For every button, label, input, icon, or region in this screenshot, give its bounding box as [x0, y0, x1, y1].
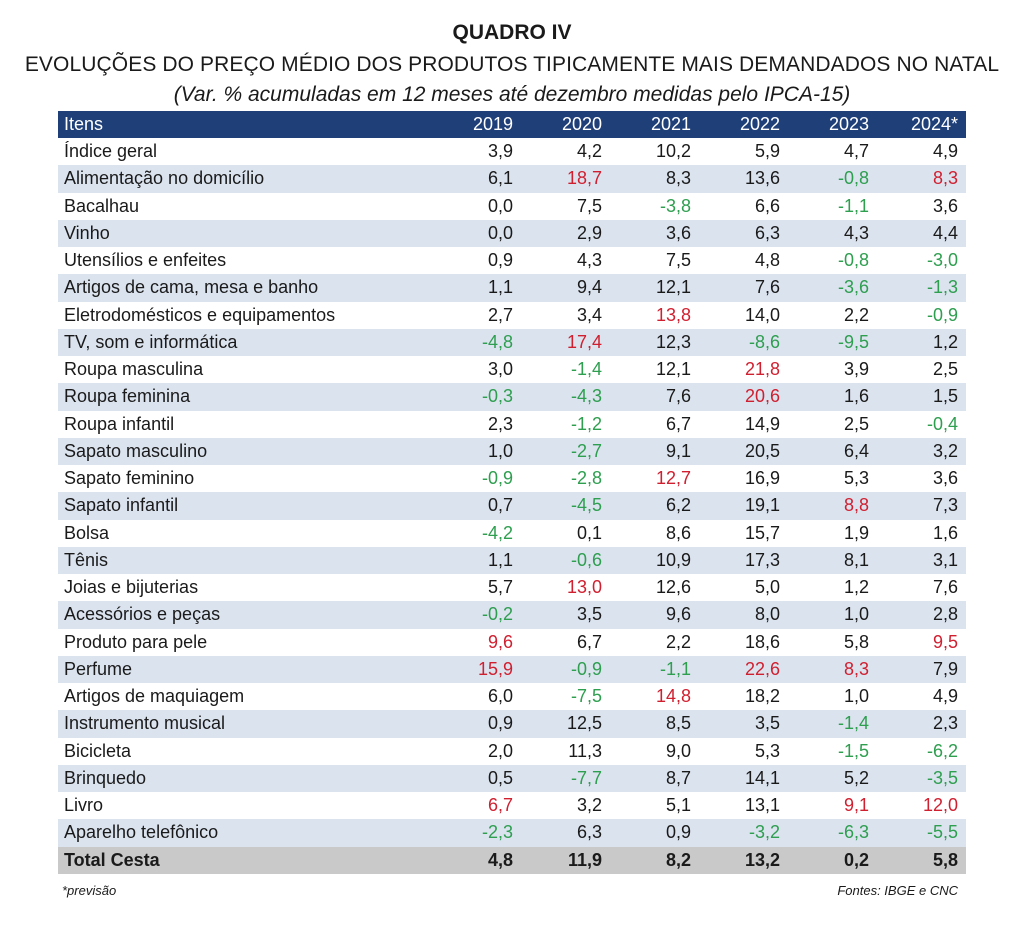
- cell-value: 8,7: [610, 765, 699, 792]
- table-row: [58, 438, 966, 465]
- cell-value: 10,2: [610, 138, 699, 165]
- cell-value: 9,0: [610, 738, 699, 765]
- cell-value: 2,5: [788, 411, 877, 438]
- table-row: [58, 329, 966, 356]
- cell-value: 1,2: [788, 574, 877, 601]
- cell-value: 2,2: [610, 629, 699, 656]
- cell-value: 0,0: [432, 220, 521, 247]
- cell-value: 3,6: [877, 465, 966, 492]
- cell-value: 17,4: [521, 329, 610, 356]
- cell-value: 3,2: [877, 438, 966, 465]
- header-row: [58, 111, 966, 138]
- row-label: Índice geral: [58, 138, 432, 165]
- header-year: 2022: [699, 111, 788, 138]
- cell-value: 2,8: [877, 601, 966, 628]
- table-row: [58, 520, 966, 547]
- cell-value: 8,5: [610, 710, 699, 737]
- row-label: Sapato masculino: [58, 438, 432, 465]
- row-label: Utensílios e enfeites: [58, 247, 432, 274]
- cell-value: -9,5: [788, 329, 877, 356]
- cell-value: 1,1: [432, 547, 521, 574]
- cell-value: 8,3: [788, 656, 877, 683]
- row-label: Instrumento musical: [58, 710, 432, 737]
- cell-value: 1,0: [432, 438, 521, 465]
- row-label: Vinho: [58, 220, 432, 247]
- cell-value: -1,4: [521, 356, 610, 383]
- cell-value: 2,0: [432, 738, 521, 765]
- cell-value: 5,9: [699, 138, 788, 165]
- cell-value: 5,7: [432, 574, 521, 601]
- table-row: [58, 193, 966, 220]
- row-label: Roupa masculina: [58, 356, 432, 383]
- cell-value: -0,3: [432, 383, 521, 410]
- cell-value: 8,1: [788, 547, 877, 574]
- cell-value: 20,5: [699, 438, 788, 465]
- cell-value: -3,5: [877, 765, 966, 792]
- cell-value: 0,1: [521, 520, 610, 547]
- cell-value: 0,5: [432, 765, 521, 792]
- cell-value: 13,0: [521, 574, 610, 601]
- cell-value: 12,5: [521, 710, 610, 737]
- cell-value: 3,1: [877, 547, 966, 574]
- cell-value: -4,8: [432, 329, 521, 356]
- cell-value: 3,4: [521, 302, 610, 329]
- cell-value: 3,2: [521, 792, 610, 819]
- table-row: [58, 492, 966, 519]
- cell-value: 12,7: [610, 465, 699, 492]
- cell-value: 1,6: [877, 520, 966, 547]
- total-label: Total Cesta: [58, 847, 432, 874]
- cell-value: 3,9: [432, 138, 521, 165]
- cell-value: 2,9: [521, 220, 610, 247]
- cell-value: -1,1: [788, 193, 877, 220]
- cell-value: -0,9: [877, 302, 966, 329]
- cell-value: 4,7: [788, 138, 877, 165]
- header-year: 2019: [432, 111, 521, 138]
- cell-value: -1,5: [788, 738, 877, 765]
- cell-value: 1,6: [788, 383, 877, 410]
- cell-value: 6,7: [432, 792, 521, 819]
- cell-value: -3,0: [877, 247, 966, 274]
- row-label: Bacalhau: [58, 193, 432, 220]
- table-subtitle: EVOLUÇÕES DO PREÇO MÉDIO DOS PRODUTOS TIPICAMENTE MAIS DEMANDADOS NO NATAL: [24, 53, 1000, 76]
- cell-value: 14,0: [699, 302, 788, 329]
- cell-value: -0,2: [432, 601, 521, 628]
- cell-value: 18,2: [699, 683, 788, 710]
- header-items: Itens: [58, 111, 432, 138]
- cell-value: -0,8: [788, 165, 877, 192]
- table-row: [58, 138, 966, 165]
- header-year: 2024*: [877, 111, 966, 138]
- cell-value: 4,4: [877, 220, 966, 247]
- cell-value: 3,6: [877, 193, 966, 220]
- cell-value: 10,9: [610, 547, 699, 574]
- cell-value: 7,5: [610, 247, 699, 274]
- table-note: (Var. % acumuladas em 12 meses até dezembro medidas pelo IPCA-15): [173, 83, 851, 106]
- cell-value: 13,6: [699, 165, 788, 192]
- cell-value: 5,3: [699, 738, 788, 765]
- cell-value: 12,1: [610, 274, 699, 301]
- cell-value: 3,5: [521, 601, 610, 628]
- cell-value: -6,3: [788, 819, 877, 846]
- source-note: Fontes: IBGE e CNC: [837, 883, 958, 898]
- cell-value: 3,5: [699, 710, 788, 737]
- cell-value: 3,6: [610, 220, 699, 247]
- table-title: QUADRO IV: [452, 21, 572, 44]
- cell-value: 4,9: [877, 138, 966, 165]
- table-row: [58, 710, 966, 737]
- table-row: [58, 819, 966, 846]
- cell-value: 6,0: [432, 683, 521, 710]
- table-row: [58, 656, 966, 683]
- cell-value: -4,3: [521, 383, 610, 410]
- cell-value: -1,3: [877, 274, 966, 301]
- table-row: [58, 601, 966, 628]
- table-row: [58, 274, 966, 301]
- cell-value: 11,3: [521, 738, 610, 765]
- document: [24, 0, 1000, 898]
- row-label: Roupa infantil: [58, 411, 432, 438]
- cell-value: 19,1: [699, 492, 788, 519]
- cell-value: 12,3: [610, 329, 699, 356]
- total-value: 11,9: [521, 847, 610, 874]
- cell-value: 2,7: [432, 302, 521, 329]
- cell-value: -4,2: [432, 520, 521, 547]
- cell-value: 9,5: [877, 629, 966, 656]
- row-label: Sapato feminino: [58, 465, 432, 492]
- cell-value: -2,7: [521, 438, 610, 465]
- cell-value: 6,3: [699, 220, 788, 247]
- cell-value: -1,1: [610, 656, 699, 683]
- cell-value: -3,8: [610, 193, 699, 220]
- row-label: Livro: [58, 792, 432, 819]
- cell-value: -1,4: [788, 710, 877, 737]
- total-value: 5,8: [877, 847, 966, 874]
- cell-value: 0,9: [432, 247, 521, 274]
- cell-value: -3,6: [788, 274, 877, 301]
- cell-value: 22,6: [699, 656, 788, 683]
- cell-value: -2,3: [432, 819, 521, 846]
- cell-value: 8,3: [877, 165, 966, 192]
- total-row: [58, 847, 966, 874]
- cell-value: 9,1: [610, 438, 699, 465]
- cell-value: 5,0: [699, 574, 788, 601]
- cell-value: 9,6: [610, 601, 699, 628]
- cell-value: -5,5: [877, 819, 966, 846]
- cell-value: 8,3: [610, 165, 699, 192]
- row-label: Acessórios e peças: [58, 601, 432, 628]
- cell-value: 1,0: [788, 601, 877, 628]
- cell-value: 0,9: [432, 710, 521, 737]
- cell-value: 6,1: [432, 165, 521, 192]
- cell-value: -7,7: [521, 765, 610, 792]
- cell-value: 16,9: [699, 465, 788, 492]
- cell-value: 6,7: [610, 411, 699, 438]
- row-label: Roupa feminina: [58, 383, 432, 410]
- cell-value: 0,9: [610, 819, 699, 846]
- table-row: [58, 629, 966, 656]
- cell-value: -2,8: [521, 465, 610, 492]
- cell-value: 2,3: [877, 710, 966, 737]
- cell-value: 12,6: [610, 574, 699, 601]
- total-value: 0,2: [788, 847, 877, 874]
- table-row: [58, 547, 966, 574]
- cell-value: 1,1: [432, 274, 521, 301]
- row-label: Bicicleta: [58, 738, 432, 765]
- cell-value: 4,3: [521, 247, 610, 274]
- cell-value: 2,5: [877, 356, 966, 383]
- price-evolution-table: [58, 111, 966, 874]
- cell-value: -3,2: [699, 819, 788, 846]
- cell-value: 4,2: [521, 138, 610, 165]
- cell-value: 12,1: [610, 356, 699, 383]
- cell-value: 1,2: [877, 329, 966, 356]
- cell-value: 6,7: [521, 629, 610, 656]
- cell-value: 13,1: [699, 792, 788, 819]
- header-year: 2021: [610, 111, 699, 138]
- table-row: [58, 738, 966, 765]
- total-value: 4,8: [432, 847, 521, 874]
- row-label: Produto para pele: [58, 629, 432, 656]
- cell-value: 15,7: [699, 520, 788, 547]
- cell-value: 7,6: [699, 274, 788, 301]
- cell-value: -0,4: [877, 411, 966, 438]
- table-row: [58, 683, 966, 710]
- cell-value: 7,6: [877, 574, 966, 601]
- cell-value: -4,5: [521, 492, 610, 519]
- cell-value: 5,8: [788, 629, 877, 656]
- cell-value: 8,0: [699, 601, 788, 628]
- cell-value: -6,2: [877, 738, 966, 765]
- row-label: Joias e bijuterias: [58, 574, 432, 601]
- cell-value: 1,5: [877, 383, 966, 410]
- cell-value: 7,9: [877, 656, 966, 683]
- footnote: *previsão: [62, 883, 117, 898]
- table-row: [58, 247, 966, 274]
- header-year: 2020: [521, 111, 610, 138]
- cell-value: 6,4: [788, 438, 877, 465]
- cell-value: 2,3: [432, 411, 521, 438]
- total-value: 13,2: [699, 847, 788, 874]
- cell-value: 7,6: [610, 383, 699, 410]
- table-row: [58, 411, 966, 438]
- cell-value: 14,8: [610, 683, 699, 710]
- cell-value: 12,0: [877, 792, 966, 819]
- cell-value: 18,6: [699, 629, 788, 656]
- table-row: [58, 356, 966, 383]
- cell-value: 17,3: [699, 547, 788, 574]
- cell-value: 14,9: [699, 411, 788, 438]
- row-label: Sapato infantil: [58, 492, 432, 519]
- cell-value: 3,9: [788, 356, 877, 383]
- cell-value: -0,6: [521, 547, 610, 574]
- cell-value: -1,2: [521, 411, 610, 438]
- cell-value: 20,6: [699, 383, 788, 410]
- cell-value: -0,8: [788, 247, 877, 274]
- cell-value: 8,6: [610, 520, 699, 547]
- cell-value: 9,6: [432, 629, 521, 656]
- cell-value: 4,3: [788, 220, 877, 247]
- table-row: [58, 220, 966, 247]
- cell-value: 3,0: [432, 356, 521, 383]
- table-row: [58, 465, 966, 492]
- cell-value: 4,9: [877, 683, 966, 710]
- row-label: Tênis: [58, 547, 432, 574]
- cell-value: 1,0: [788, 683, 877, 710]
- cell-value: 18,7: [521, 165, 610, 192]
- cell-value: -7,5: [521, 683, 610, 710]
- cell-value: 6,6: [699, 193, 788, 220]
- cell-value: -8,6: [699, 329, 788, 356]
- table-row: [58, 765, 966, 792]
- cell-value: 8,8: [788, 492, 877, 519]
- row-label: Artigos de cama, mesa e banho: [58, 274, 432, 301]
- table-row: [58, 383, 966, 410]
- cell-value: 5,3: [788, 465, 877, 492]
- cell-value: 9,1: [788, 792, 877, 819]
- row-label: Aparelho telefônico: [58, 819, 432, 846]
- cell-value: 13,8: [610, 302, 699, 329]
- total-value: 8,2: [610, 847, 699, 874]
- cell-value: 7,5: [521, 193, 610, 220]
- table-body: [58, 138, 966, 874]
- row-label: Artigos de maquiagem: [58, 683, 432, 710]
- table-row: [58, 792, 966, 819]
- cell-value: 6,2: [610, 492, 699, 519]
- cell-value: 4,8: [699, 247, 788, 274]
- cell-value: 14,1: [699, 765, 788, 792]
- row-label: Brinquedo: [58, 765, 432, 792]
- cell-value: 15,9: [432, 656, 521, 683]
- cell-value: 0,7: [432, 492, 521, 519]
- row-label: TV, som e informática: [58, 329, 432, 356]
- cell-value: 0,0: [432, 193, 521, 220]
- row-label: Alimentação no domicílio: [58, 165, 432, 192]
- row-label: Bolsa: [58, 520, 432, 547]
- cell-value: 7,3: [877, 492, 966, 519]
- cell-value: 6,3: [521, 819, 610, 846]
- cell-value: 5,1: [610, 792, 699, 819]
- cell-value: 1,9: [788, 520, 877, 547]
- table-row: [58, 302, 966, 329]
- cell-value: -0,9: [521, 656, 610, 683]
- header-year: 2023: [788, 111, 877, 138]
- cell-value: 2,2: [788, 302, 877, 329]
- cell-value: -0,9: [432, 465, 521, 492]
- table-row: [58, 574, 966, 601]
- table-row: [58, 165, 966, 192]
- cell-value: 21,8: [699, 356, 788, 383]
- row-label: Perfume: [58, 656, 432, 683]
- cell-value: 9,4: [521, 274, 610, 301]
- row-label: Eletrodomésticos e equipamentos: [58, 302, 432, 329]
- cell-value: 5,2: [788, 765, 877, 792]
